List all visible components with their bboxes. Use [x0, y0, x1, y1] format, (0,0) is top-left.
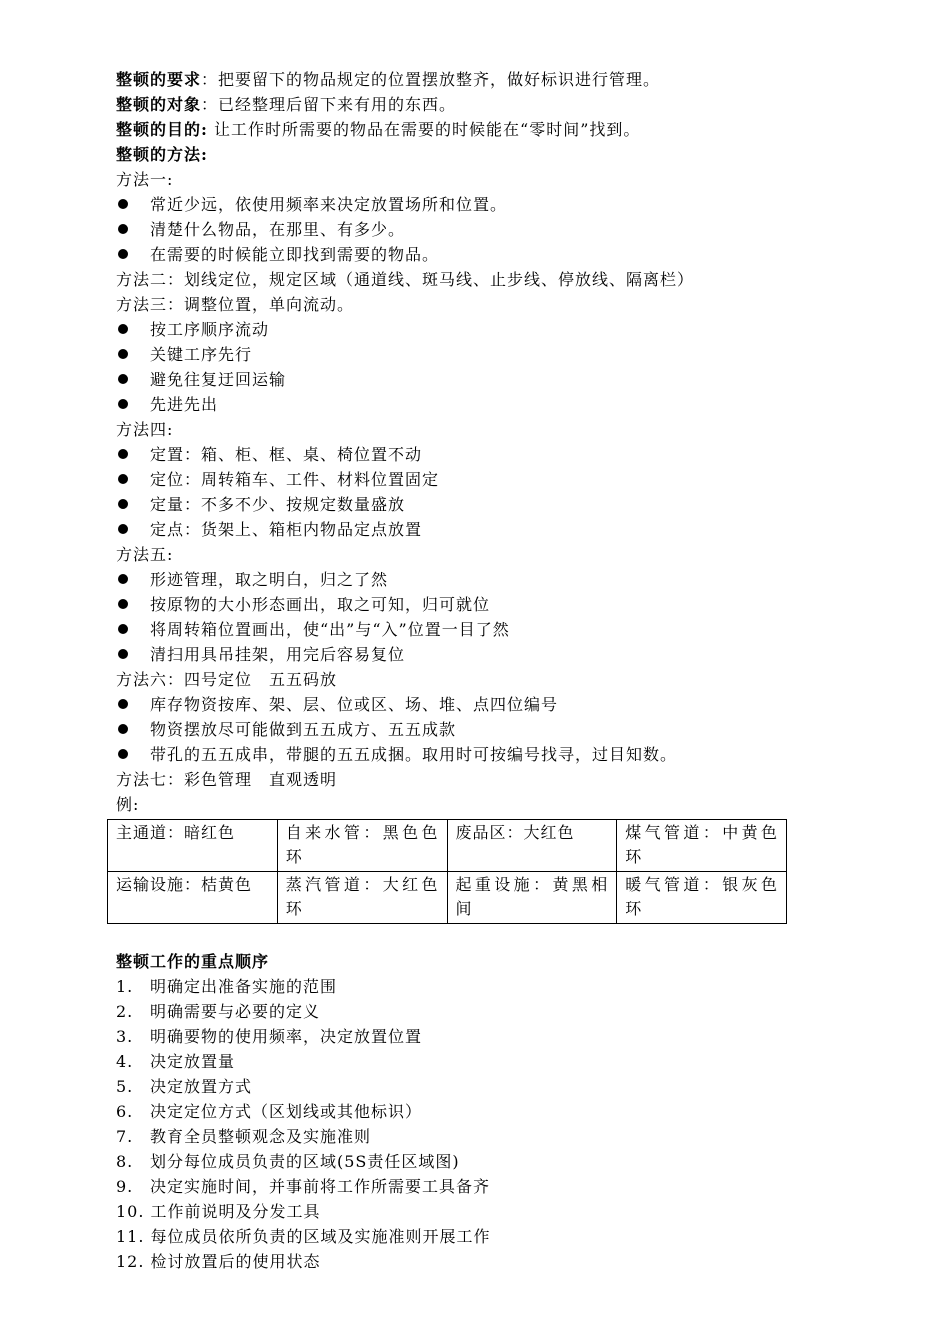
order-step [116, 1024, 816, 1049]
bullet-text: 库存物资按库、架、层、位或区、场、堆、点四位编号 [150, 695, 559, 714]
intro-label: 整顿的要求 [116, 70, 202, 89]
methods-heading: 整顿的方法: [116, 145, 208, 164]
color-coding-table [107, 819, 787, 924]
example-label: 例: [116, 795, 140, 814]
bullet-item [116, 442, 816, 467]
bullet-icon [116, 342, 150, 367]
method-title: 方法六：四号定位 五五码放 [116, 670, 338, 689]
method-title: 方法四: [116, 420, 174, 439]
table-cell: 暖气管道：银灰色环 [617, 872, 787, 924]
bullet-icon [116, 592, 150, 617]
order-heading: 整顿工作的重点顺序 [116, 952, 270, 971]
bullet-item [116, 717, 816, 742]
bullet-item [116, 492, 816, 517]
bullet-text: 物资摆放尽可能做到五五成方、五五成款 [150, 720, 457, 739]
step-text: 决定放置方式 [150, 1077, 253, 1096]
bullet-icon [116, 467, 150, 492]
bullet-text: 按工序顺序流动 [150, 320, 270, 339]
order-step [116, 1224, 816, 1249]
bullet-icon [116, 217, 150, 242]
step-text: 明确要物的使用频率，决定放置位置 [150, 1027, 423, 1046]
order-step [116, 1074, 816, 1099]
method-title: 方法五: [116, 545, 174, 564]
method-title: 方法三：调整位置，单向流动。 [116, 295, 355, 314]
document-page [116, 67, 816, 1274]
bullet-icon [116, 392, 150, 417]
intro-separator: ： [201, 95, 219, 114]
bullet-item [116, 592, 816, 617]
step-text: 决定定位方式（区划线或其他标识） [150, 1102, 423, 1121]
bullet-text: 常近少远，依使用频率来决定放置场所和位置。 [150, 195, 508, 214]
intro-text: 把要留下的物品规定的位置摆放整齐，做好标识进行管理。 [218, 70, 661, 89]
step-number: 1. [116, 977, 134, 996]
bullet-text: 定量：不多不少、按规定数量盛放 [150, 495, 406, 514]
table-cell: 运输设施：桔黄色 [108, 872, 278, 924]
table-cell: 主通道：暗红色 [108, 820, 278, 872]
step-number: 4. [116, 1052, 134, 1071]
bullet-icon [116, 567, 150, 592]
bullet-text: 先进先出 [150, 395, 219, 414]
step-text: 检讨放置后的使用状态 [150, 1252, 321, 1271]
bullet-icon [116, 742, 150, 767]
bullet-icon [116, 442, 150, 467]
intro-text: 让工作时所需要的物品在需要的时候能在“零时间”找到。 [214, 120, 641, 139]
order-step [116, 974, 816, 999]
method-title: 方法二：划线定位，规定区域（通道线、斑马线、止步线、停放线、隔离栏） [116, 270, 695, 289]
bullet-icon [116, 642, 150, 667]
bullet-text: 在需要的时候能立即找到需要的物品。 [150, 245, 440, 264]
intro-separator: ： [201, 70, 219, 89]
order-step [116, 1124, 816, 1149]
step-number: 7. [116, 1127, 134, 1146]
table-cell: 蒸汽管道：大红色环 [277, 872, 447, 924]
step-number: 5. [116, 1077, 134, 1096]
bullet-icon [116, 492, 150, 517]
step-text: 决定实施时间，并事前将工作所需要工具备齐 [150, 1177, 491, 1196]
table-cell: 自来水管：黑色色环 [277, 820, 447, 872]
bullet-item [116, 617, 816, 642]
table-row [108, 872, 787, 924]
bullet-text: 定置：箱、柜、框、桌、椅位置不动 [150, 445, 423, 464]
bullet-text: 定位：周转箱车、工件、材料位置固定 [150, 470, 440, 489]
order-step [116, 1249, 816, 1274]
bullet-text: 带孔的五五成串，带腿的五五成捆。取用时可按编号找寻，过目知数。 [150, 745, 678, 764]
bullet-icon [116, 517, 150, 542]
bullet-item [116, 367, 816, 392]
method-title: 方法一: [116, 170, 174, 189]
intro-requirement [116, 67, 816, 92]
step-text: 教育全员整顿观念及实施准则 [150, 1127, 372, 1146]
bullet-item [116, 317, 816, 342]
bullet-icon [116, 367, 150, 392]
table-cell: 废品区：大红色 [447, 820, 617, 872]
step-number: 12. [116, 1252, 145, 1271]
intro-label: 整顿的目的: [116, 120, 208, 139]
order-step [116, 1174, 816, 1199]
bullet-icon [116, 692, 150, 717]
bullet-icon [116, 717, 150, 742]
step-number: 9. [116, 1177, 134, 1196]
bullet-text: 按原物的大小形态画出，取之可知，归可就位 [150, 595, 491, 614]
step-text: 决定放置量 [150, 1052, 236, 1071]
bullet-item [116, 517, 816, 542]
bullet-item [116, 692, 816, 717]
step-text: 每位成员依所负责的区域及实施准则开展工作 [150, 1227, 491, 1246]
step-text: 明确定出准备实施的范围 [150, 977, 338, 996]
bullet-item [116, 567, 816, 592]
bullet-text: 清楚什么物品，在那里、有多少。 [150, 220, 406, 239]
bullet-text: 形迹管理，取之明白，归之了然 [150, 570, 389, 589]
order-step [116, 1049, 816, 1074]
intro-text: 已经整理后留下来有用的东西。 [218, 95, 457, 114]
step-text: 划分每位成员负责的区域(5S责任区域图) [150, 1152, 460, 1171]
step-text: 明确需要与必要的定义 [150, 1002, 321, 1021]
bullet-icon [116, 242, 150, 267]
intro-label: 整顿的对象 [116, 95, 202, 114]
step-number: 6. [116, 1102, 134, 1121]
bullet-item [116, 392, 816, 417]
table-row [108, 820, 787, 872]
bullet-item [116, 467, 816, 492]
bullet-text: 避免往复迂回运输 [150, 370, 287, 389]
order-step [116, 1199, 816, 1224]
bullet-item [116, 342, 816, 367]
bullet-text: 关键工序先行 [150, 345, 253, 364]
table-cell: 起重设施：黄黑相间 [447, 872, 617, 924]
step-number: 3. [116, 1027, 134, 1046]
step-text: 工作前说明及分发工具 [150, 1202, 321, 1221]
step-number: 8. [116, 1152, 134, 1171]
bullet-icon [116, 192, 150, 217]
bullet-text: 清扫用具吊挂架，用完后容易复位 [150, 645, 406, 664]
bullet-icon [116, 317, 150, 342]
bullet-icon [116, 617, 150, 642]
table-cell: 煤气管道：中黄色环 [617, 820, 787, 872]
intro-object [116, 92, 816, 117]
method-title: 方法七：彩色管理 直观透明 [116, 770, 338, 789]
bullet-item [116, 242, 816, 267]
order-step [116, 1099, 816, 1124]
bullet-item [116, 192, 816, 217]
intro-purpose [116, 117, 816, 142]
bullet-item [116, 742, 816, 767]
bullet-item [116, 217, 816, 242]
bullet-text: 定点：货架上、箱柜内物品定点放置 [150, 520, 423, 539]
spacer [116, 924, 816, 949]
step-number: 2. [116, 1002, 134, 1021]
step-number: 11. [116, 1227, 145, 1246]
step-number: 10. [116, 1202, 145, 1221]
bullet-item [116, 642, 816, 667]
order-step [116, 999, 816, 1024]
order-step [116, 1149, 816, 1174]
bullet-text: 将周转箱位置画出，使“出”与“入”位置一目了然 [150, 620, 510, 639]
